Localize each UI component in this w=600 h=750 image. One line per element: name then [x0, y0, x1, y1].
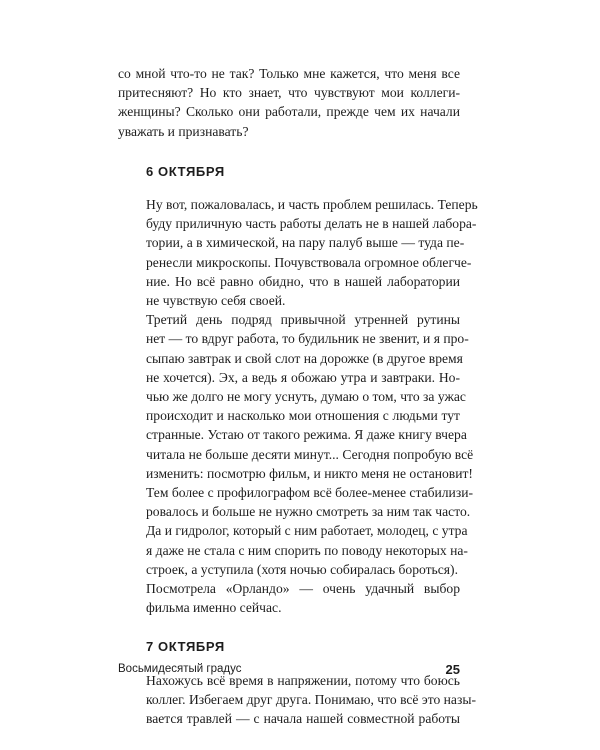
paragraph [118, 195, 478, 310]
text-line: странные. Устаю от такого режима. Я даже книгу вчера [146, 427, 467, 443]
text-line: ровалось и больше не нужно смотреть за ним так часто. [146, 504, 471, 520]
opening-paragraph [118, 64, 460, 141]
text-line: ренесли микроскопы. Почувствовала огромное облегче- [146, 254, 472, 270]
text-line: притесняют? Но кто знает, что чувствуют мои коллеги- [118, 85, 460, 101]
text-line: нет — то вдруг работа, то будильник не звенит, и я про- [146, 331, 469, 347]
text-line: я даже не стала с ним спорить по поводу некоторых на- [146, 542, 468, 558]
text-line: тории, а в химической, на пару палуб выше — туда пе- [146, 235, 465, 251]
text-line: женщины? Сколько они работали, прежде чем их начали [118, 104, 460, 120]
text-line: Тем более с профилографом всё более-менее стабилизи- [146, 485, 474, 501]
running-title: Восьмидесятый градус [118, 663, 242, 675]
text-line: фильма именно сейчас. [146, 600, 282, 616]
text-line: буду приличную часть работы делать не в нашей лабора- [146, 216, 477, 232]
text-line: Третий день подряд привычной утренней рутины [146, 312, 460, 328]
text-line: коллег. Избегаем друг друга. Понимаю, что всё это назы- [146, 691, 476, 707]
text-line: изменить: посмотрю фильм, и никто меня не остановит! [146, 465, 473, 481]
text-line: сыпаю завтрак и свой слот на дорожке (в другое время [146, 350, 463, 366]
paragraph [118, 671, 476, 729]
date-heading-oct-6: 6 ОКТЯБРЯ [146, 163, 225, 179]
text-line: со мной что-то не так? Только мне кажется, что меня все [118, 66, 460, 81]
date-heading-oct-7: 7 ОКТЯБРЯ [146, 639, 225, 655]
paragraph [118, 310, 474, 579]
text-line: не хочется). Эх, а ведь я обожаю утра и завтраки. Но- [146, 369, 460, 385]
text-line: уважать и признавать? [118, 123, 249, 139]
text-line: Да и гидролог, который с ним работает, молодец, с утра [146, 523, 468, 539]
text-line: не чувствую себя своей. [146, 293, 286, 309]
text-line: Посмотрела «Орландо» — очень удачный выбор [146, 581, 460, 597]
text-line: строек, а уступила (хотя ночью собиралась бороться). [146, 561, 458, 577]
text-line: читала не больше десяти минут... Сегодня попробую всё [146, 446, 474, 462]
text-line: происходит и насколько мои отношения с людьми тут [146, 408, 460, 424]
paragraph [118, 579, 460, 617]
text-line: Ну вот, пожаловалась, и часть проблем решилась. Теперь [146, 197, 478, 213]
text-line: Нахожусь всё время в напряжении, потому что боюсь [146, 672, 460, 688]
text-line: вается травлей — с начала нашей совместной работы [146, 711, 460, 727]
text-line: ние. Но всё равно обидно, что в нашей лаборатории [146, 273, 460, 289]
text-line: чью же долго не могу уснуть, думаю о том, что за ужас [146, 389, 466, 405]
page-number: 25 [445, 662, 460, 677]
text-column [118, 64, 478, 728]
